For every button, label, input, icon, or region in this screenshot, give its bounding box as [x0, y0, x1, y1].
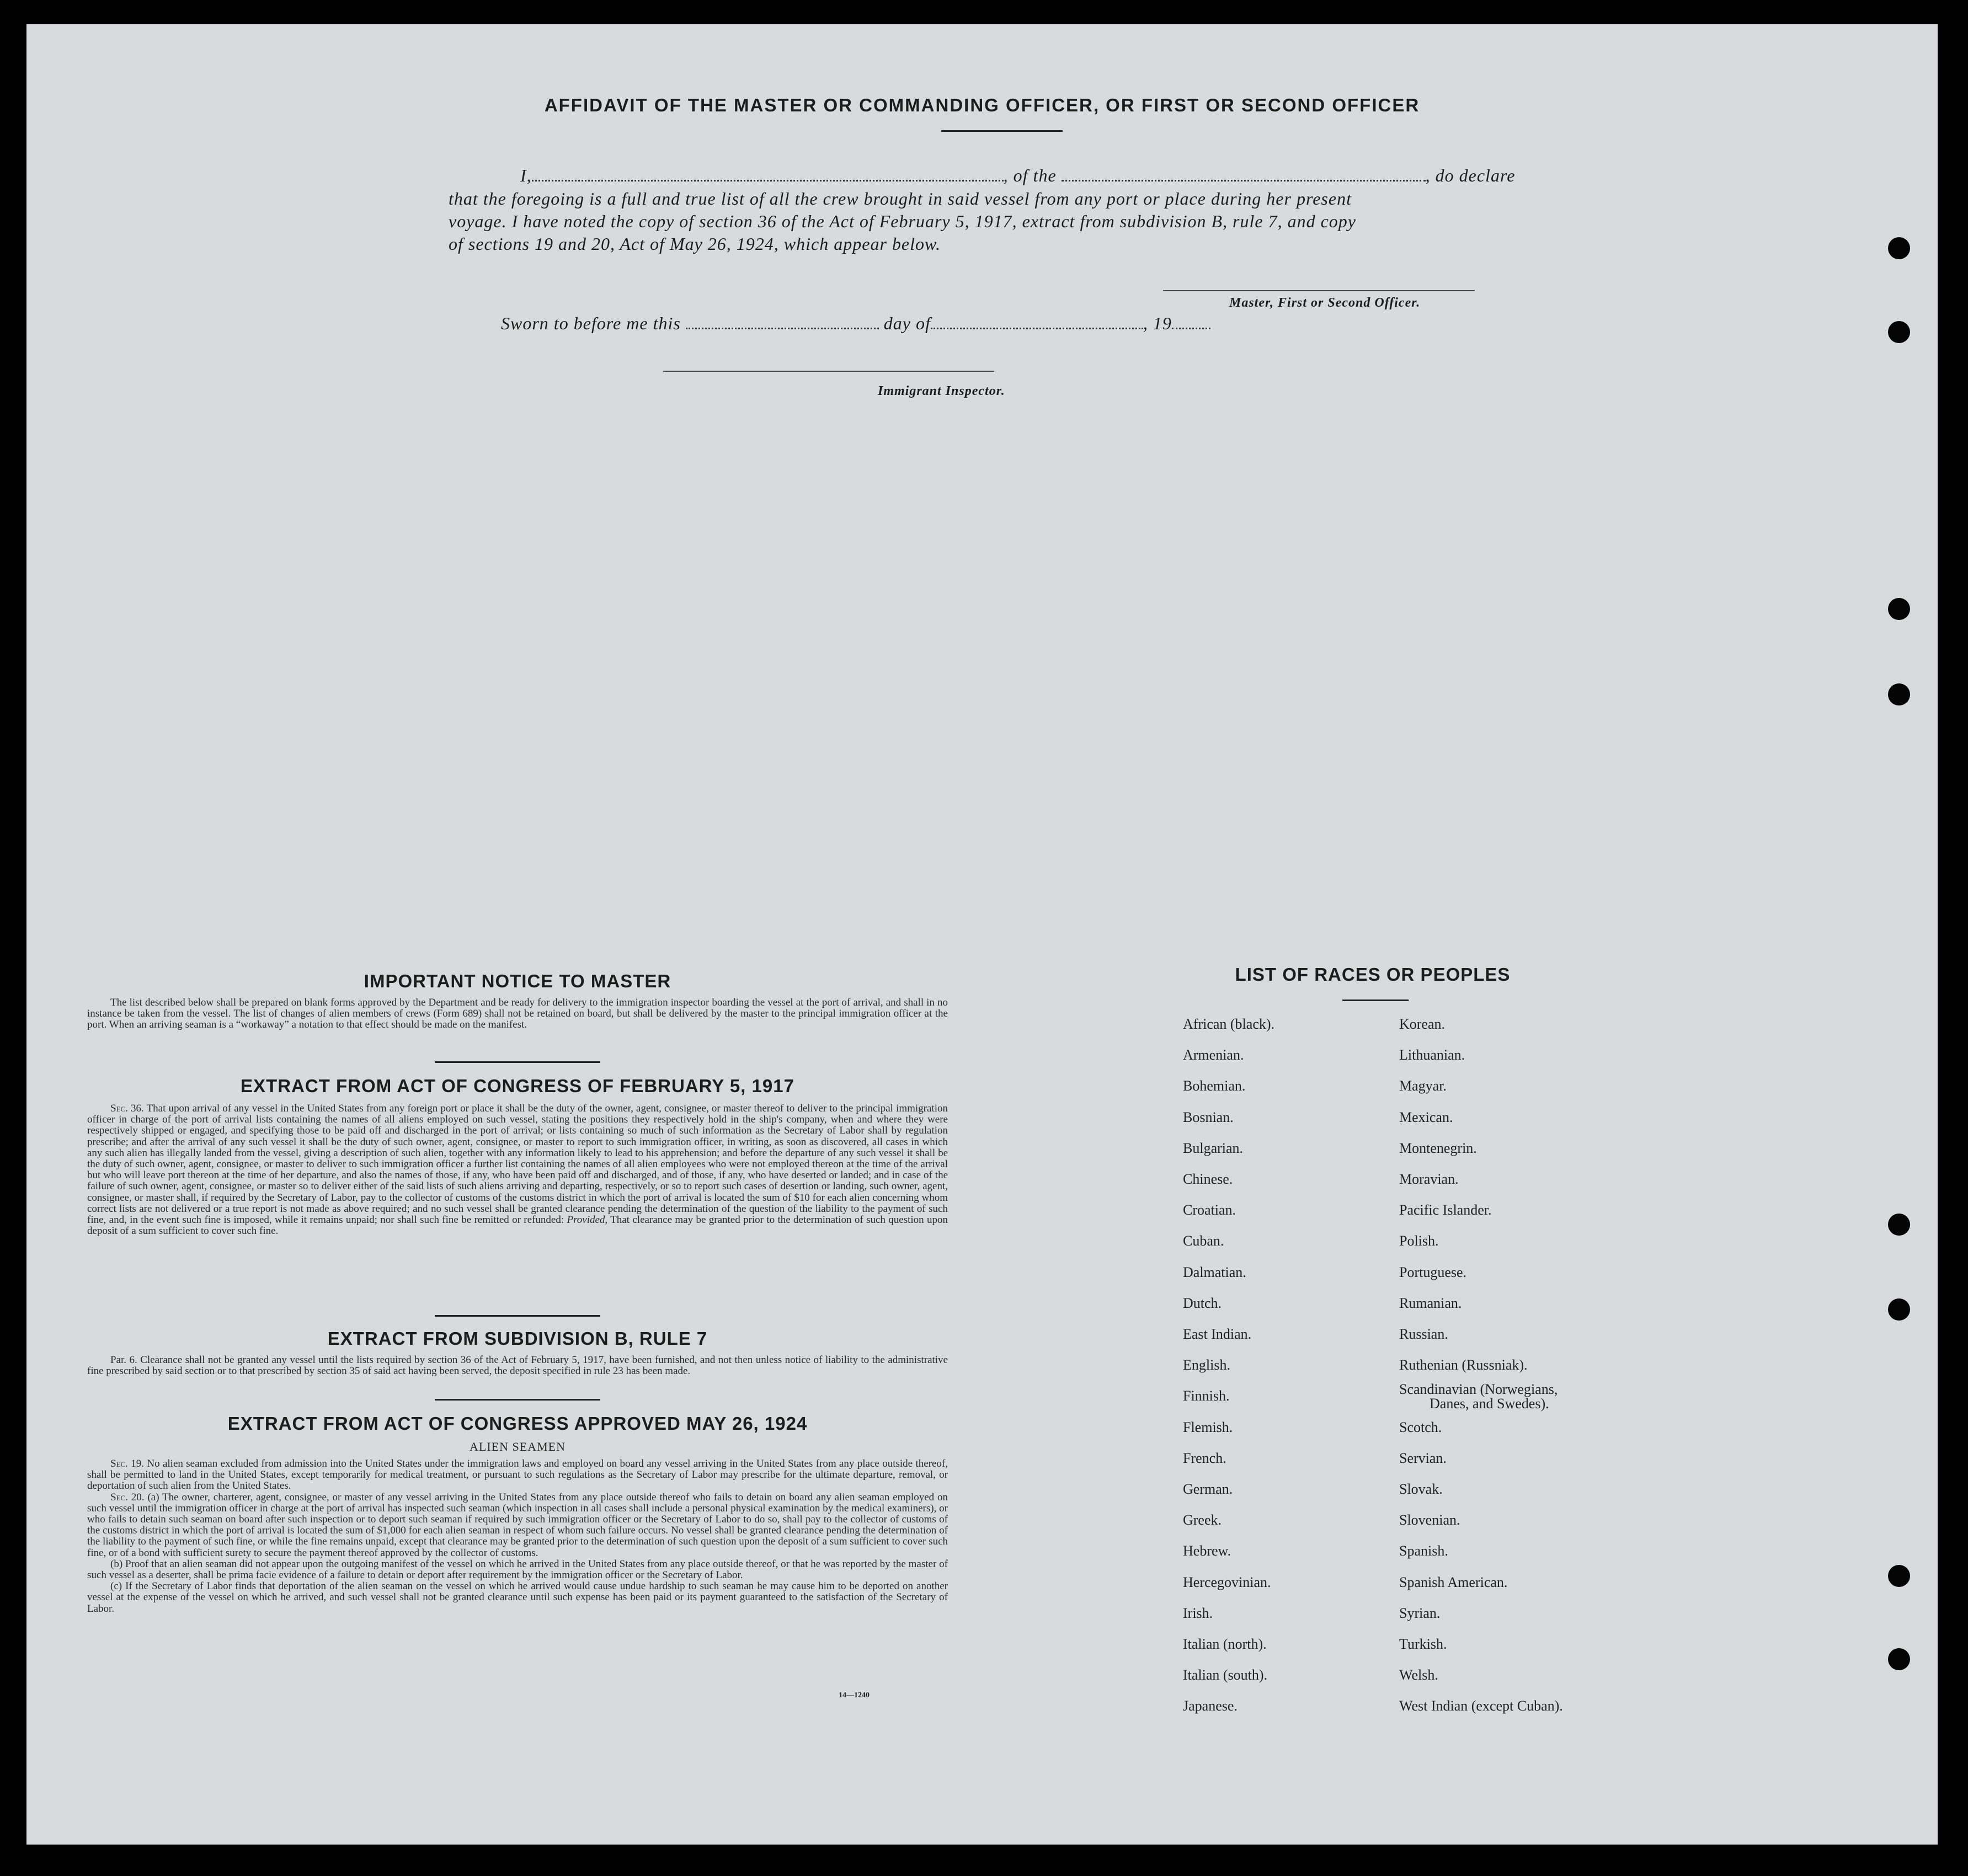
vessel-name-blank[interactable]	[1062, 180, 1426, 181]
affidavit-line-1: I, , of the , do declare	[520, 165, 1516, 185]
alien-seamen-subtitle: ALIEN SEAMEN	[470, 1440, 566, 1453]
race-item	[1399, 1606, 1440, 1621]
master-signature-caption: Master, First or Second Officer.	[1229, 296, 1421, 310]
race-item-label: Pacific Islander.	[1399, 1202, 1492, 1218]
affidavit-line-2: that the foregoing is a full and true list of all the crew brought in said vessel from any port or place during her present	[449, 189, 1352, 209]
punch-hole	[1888, 1298, 1910, 1321]
form-number: 14—1240	[839, 1691, 870, 1699]
race-item-label: Montenegrin.	[1399, 1140, 1477, 1156]
race-item: Croatian.	[1183, 1202, 1236, 1218]
race-item	[1399, 1141, 1477, 1156]
race-item-label: Rumanian.	[1399, 1295, 1462, 1311]
race-item-label: Syrian.	[1399, 1605, 1441, 1621]
punch-hole	[1888, 237, 1910, 259]
notice-title: IMPORTANT NOTICE TO MASTER	[364, 971, 671, 991]
sworn-day-blank[interactable]	[686, 328, 879, 329]
race-item: Greek.	[1183, 1512, 1222, 1528]
extract-1917-title: EXTRACT FROM ACT OF CONGRESS OF FEBRUARY 5, 1917	[241, 1076, 794, 1096]
race-item	[1399, 1544, 1448, 1558]
race-item-label: Slovak.	[1399, 1481, 1443, 1497]
affidavit-line-3: voyage. I have noted the copy of section 36 of the Act of February 5, 1917, extract from subdivision B, rule 7, and copy	[449, 211, 1356, 231]
race-item: English.	[1183, 1357, 1230, 1373]
race-item-label: Polish.	[1399, 1233, 1439, 1249]
race-item-label: Spanish.	[1399, 1543, 1448, 1559]
punch-hole	[1888, 683, 1910, 705]
inspector-signature-caption: Immigrant Inspector.	[878, 384, 1005, 398]
race-item	[1399, 1358, 1528, 1372]
race-item: Bulgarian.	[1183, 1140, 1244, 1156]
race-item-label: Magyar.	[1399, 1078, 1447, 1094]
race-item-label: Lithuanian.	[1399, 1047, 1465, 1063]
punch-hole	[1888, 1648, 1910, 1670]
extract-1924-title: EXTRACT FROM ACT OF CONGRESS APPROVED MAY 26, 1924	[227, 1413, 808, 1434]
race-item	[1399, 1017, 1445, 1031]
race-item: Bohemian.	[1183, 1078, 1246, 1094]
race-item	[1399, 1110, 1453, 1125]
race-item: Hercegovinian.	[1183, 1574, 1271, 1590]
race-item-label: Mexican.	[1399, 1109, 1453, 1125]
race-item: Flemish.	[1183, 1419, 1233, 1435]
sworn-year-blank[interactable]	[1172, 328, 1210, 329]
race-item: Dutch.	[1183, 1295, 1222, 1311]
punch-hole	[1888, 1565, 1910, 1587]
race-item: African (black).	[1183, 1016, 1275, 1032]
race-item: East Indian.	[1183, 1326, 1252, 1342]
race-item-label: Turkish.	[1399, 1636, 1447, 1652]
race-item	[1399, 1327, 1448, 1341]
race-item	[1399, 1482, 1443, 1496]
race-item	[1399, 1265, 1466, 1280]
race-item	[1399, 1203, 1492, 1217]
rule-7-title: EXTRACT FROM SUBDIVISION B, RULE 7	[327, 1328, 708, 1349]
rule-7-body: Par. 6. Clearance shall not be granted any vessel until the lists required by section 36 of the Act of February 5, 1917, have been furnished, and not then unless notice of liability to the administrative fine prescribed by said section or to that prescribed by section 35 of said act having been served, the deposit specified in rule 23 has been made.	[87, 1354, 948, 1377]
race-item	[1399, 1668, 1438, 1682]
race-item-label: Servian.	[1399, 1450, 1447, 1466]
sworn-month-blank[interactable]	[931, 328, 1143, 329]
master-signature-line[interactable]	[1163, 290, 1475, 291]
race-item: Irish.	[1183, 1605, 1213, 1621]
race-item-label: Moravian.	[1399, 1171, 1459, 1187]
race-item: Bosnian.	[1183, 1109, 1234, 1125]
race-item: Dalmatian.	[1183, 1264, 1246, 1280]
race-item: Chinese.	[1183, 1171, 1233, 1187]
race-item-label: Scotch.	[1399, 1419, 1442, 1435]
race-item-label: Scandinavian (Norwegians,	[1399, 1381, 1558, 1398]
race-item	[1399, 1637, 1447, 1651]
title-underline	[1342, 1000, 1409, 1001]
affidavit-title: AFFIDAVIT OF THE MASTER OR COMMANDING OFFICER, OR FIRST OR SECOND OFFICER	[544, 95, 1420, 115]
race-item: Italian (south).	[1183, 1667, 1268, 1683]
races-title: LIST OF RACES OR PEOPLES	[1235, 964, 1511, 985]
title-underline	[941, 130, 1063, 132]
race-item	[1399, 1420, 1442, 1435]
race-item	[1399, 1296, 1462, 1311]
race-item-label: Ruthenian (Russniak).	[1399, 1357, 1528, 1373]
race-item-label: Slovenian.	[1399, 1512, 1460, 1528]
race-item	[1399, 1234, 1439, 1248]
section-divider	[435, 1399, 600, 1401]
affidavit-line-4: of sections 19 and 20, Act of May 26, 1924, which appear below.	[449, 234, 941, 254]
race-item	[1399, 1451, 1447, 1466]
punch-hole	[1888, 1214, 1910, 1236]
race-item	[1399, 1575, 1507, 1590]
extract-1924-body: Sec. 19. No alien seaman excluded from admission into the United States under the immigration laws and employed on board any vessel arriving in the United States from any place outside thereof, shall be permitted to land in the United States, except temporarily for medical treatment, or pursuant to such regulations as the Secretary of Labor may prescribe for the ultimate departure, removal, or deportation of such alien from the United States. Sec. 20. (a) The owner, charterer, agent, consignee, or master of any vessel arriving in the United States from any place outside thereof who fails to detain on board any alien seaman employed on such vessel until the immigration officer in charge at the port of arrival has inspected such seaman (which inspection in all cases shall include a personal physical examination by the medical examiners), or who fails to detain such seaman on board after such inspection or to deport such seaman if required by such immigration officer or the Secretary of Labor to do so, shall pay to the collector of customs of the customs district in which the port of arrival is located the sum of $1,000 for each alien seaman in respect of whom such failure occurs. No vessel shall be granted clearance pending the determination of the liability to the payment of such fine, or while the fine remains unpaid, except that clearance may be granted prior to the determination of such question upon the deposit of a sum sufficient to cover such fine, or of a bond with sufficient surety to secure the payment thereof approved by the collector of customs. (b) Proof that an alien seaman did not appear upon the outgoing manifest of the vessel on which he arrived in the United States from any place outside thereof, or that he was reported by the master of such vessel as a deserter, shall be prima facie evidence of a failure to detain or deport after requirement by the immigration officer or the Secretary of Labor. (c) If the Secretary of Labor finds that deportation of the alien seaman on the vessel on which he arrived would cause undue hardship to such seaman he may cause him to be deported on another vessel at the expense of the vessel on which he arrived, and such vessel shall not be granted clearance until such expense has been paid or its payment guaranteed to the satisfaction of the Secretary of Labor.	[87, 1458, 948, 1615]
notice-body: The list described below shall be prepared on blank forms approved by the Department and be ready for delivery to the immigration inspector boarding the vessel at the port of arrival, and shall in no instance be taken from the vessel. The list of changes of alien members of crews (Form 689) shall not be retained on board, but shall be delivered by the master to the principal immigration officer at the port. When an arriving seaman is a “workaway” a notation to that effect should be made on the manifest.	[87, 997, 948, 1031]
document-page	[26, 24, 1938, 1845]
race-item: Hebrew.	[1183, 1543, 1231, 1559]
section-divider	[435, 1315, 600, 1317]
race-item	[1399, 1172, 1459, 1186]
race-item-label: Spanish American.	[1399, 1574, 1508, 1590]
inspector-signature-line[interactable]	[663, 371, 994, 372]
race-item-continuation: Danes, and Swedes).	[1430, 1396, 1549, 1412]
race-item	[1399, 1382, 1558, 1411]
race-item	[1399, 1079, 1447, 1093]
sworn-line: Sworn to before me this day of , 19	[501, 313, 1273, 334]
punch-hole	[1888, 321, 1910, 343]
race-item	[1399, 1699, 1563, 1713]
race-item-label: Welsh.	[1399, 1667, 1438, 1683]
section-divider	[435, 1061, 600, 1063]
race-item	[1399, 1048, 1465, 1062]
race-item: Cuban.	[1183, 1233, 1224, 1249]
race-item: Armenian.	[1183, 1047, 1244, 1063]
race-item: Finnish.	[1183, 1388, 1230, 1404]
race-item: Japanese.	[1183, 1698, 1238, 1714]
race-item	[1399, 1513, 1460, 1527]
extract-1917-body: Sec. 36. That upon arrival of any vessel in the United States from any foreign port or place it shall be the duty of the owner, agent, consignee, or master thereof to deliver to the principal immigration officer in charge of the port of arrival lists containing the names of all aliens employed on such vessel, stating the positions they respectively hold in the ship's company, when and where they were respectively shipped or engaged, and specifying those to be paid off and discharged in the port of arrival; or lists containing so much of such information as the Secretary of Labor shall by regulation prescribe; and after the arrival of any such vessel it shall be the duty of such owner, agent, consignee, or master to report to such immigration officer, in writing, as soon as discovered, all cases in which any such alien has illegally landed from the vessel, giving a description of such alien, together with any information likely to lead to his apprehension; and before the departure of any such vessel it shall be the duty of such owner, agent, consignee, or master to deliver to such immigration officer a further list containing the names of all alien employees who were not employed thereon at the time of the arrival but who will leave port thereon at the time of her departure, and also the names of those, if any, who have been paid off and discharged, and of those, if any, who have deserted or landed; and in case of the failure of such owner, agent, consignee, or master so to deliver either of the said lists of such aliens arriving and departing, respectively, or so to report such cases of desertion or landing, such owner, agent, consignee, or master shall, if required by the Secretary of Labor, pay to the collector of customs of the customs district in which the port of arrival is located the sum of $10 for each alien concerning whom correct lists are not delivered or a true report is not made as above required; and no such vessel shall be granted clearance pending the determination of the question of the liability to the payment of such fine, and, in the event such fine is imposed, while it remains unpaid; nor shall such fine be remitted or refunded: Provided, That clearance may be granted prior to the determination of such question upon deposit of a sum sufficient to cover such fine.	[87, 1103, 948, 1237]
race-item-label: Portuguese.	[1399, 1264, 1467, 1280]
crew-master-name-blank[interactable]	[532, 180, 1004, 181]
race-item: German.	[1183, 1481, 1233, 1497]
punch-hole	[1888, 598, 1910, 620]
race-item-label: West Indian (except Cuban).	[1399, 1698, 1563, 1714]
race-item: Italian (north).	[1183, 1636, 1267, 1652]
race-item-label: Korean.	[1399, 1016, 1446, 1032]
race-item-label: Russian.	[1399, 1326, 1448, 1342]
race-item: French.	[1183, 1450, 1226, 1466]
